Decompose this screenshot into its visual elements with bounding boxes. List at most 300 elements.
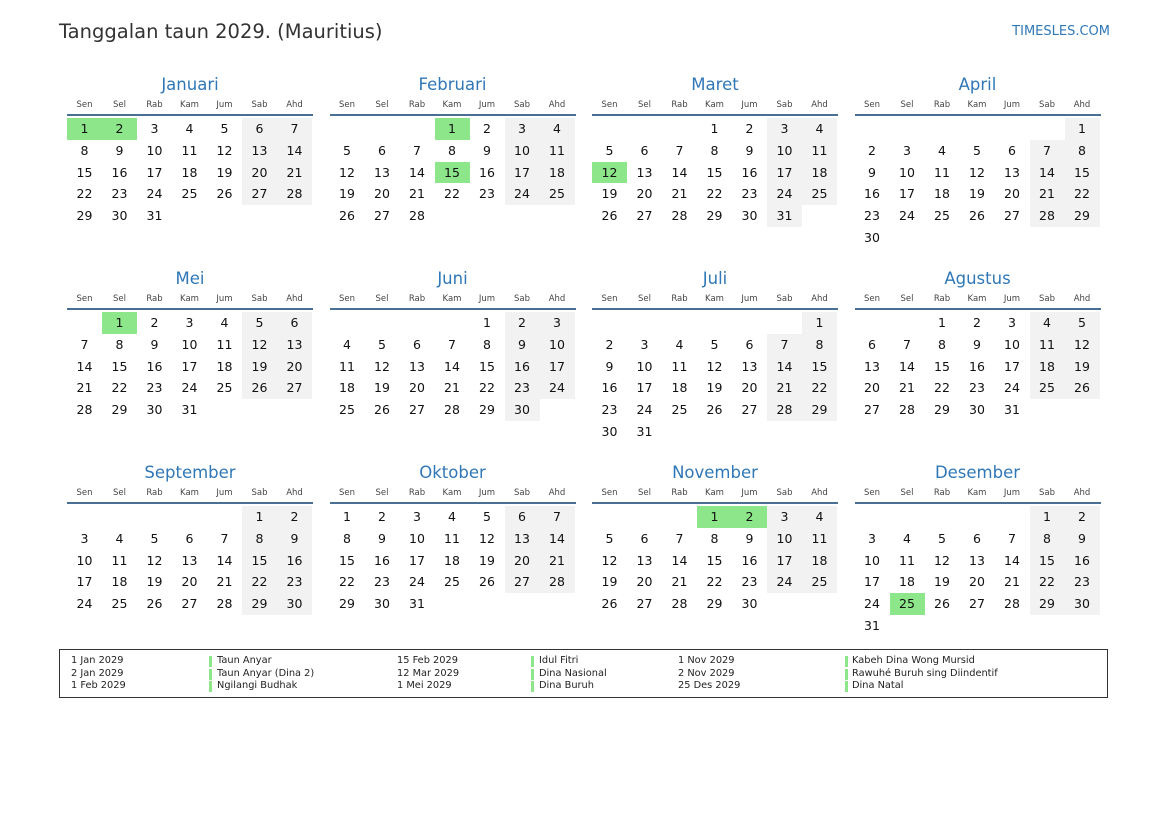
calendar-day: 10 bbox=[767, 528, 802, 550]
calendar-day: 20 bbox=[409, 380, 425, 396]
calendar-day: 22 bbox=[444, 186, 460, 202]
calendar-day: 25 bbox=[802, 183, 837, 205]
calendar-day: 27 bbox=[242, 183, 277, 205]
calendar-day: 5 bbox=[483, 509, 491, 524]
weekday-label: Sel bbox=[375, 294, 389, 304]
calendar-day: 24 bbox=[409, 574, 425, 590]
legend-color-marker bbox=[531, 656, 534, 667]
empty-cell bbox=[67, 506, 102, 528]
calendar-day: 5 bbox=[150, 530, 159, 546]
calendar-day: 12 bbox=[216, 142, 233, 158]
calendar-day: 16 bbox=[374, 552, 390, 568]
calendar-day: 1 bbox=[710, 121, 719, 136]
empty-cell bbox=[1030, 399, 1065, 421]
calendar-day: 19 bbox=[601, 574, 618, 590]
calendar-day: 4 bbox=[540, 118, 575, 140]
weekday-label: Sen bbox=[601, 488, 618, 498]
weekday-header bbox=[67, 96, 313, 116]
holiday-day: 2 bbox=[732, 506, 767, 528]
calendar-day: 31 bbox=[181, 402, 198, 418]
empty-cell bbox=[470, 593, 505, 615]
empty-cell bbox=[767, 593, 802, 615]
holiday-legend bbox=[59, 649, 1108, 698]
calendar-day: 9 bbox=[277, 528, 312, 550]
calendar-day: 21 bbox=[444, 380, 460, 396]
calendar-day: 13 bbox=[741, 358, 758, 374]
calendar-day: 30 bbox=[601, 423, 618, 439]
calendar-day: 27 bbox=[409, 402, 425, 418]
calendar-day: 26 bbox=[146, 596, 163, 612]
weekday-label: Sab bbox=[776, 294, 793, 304]
empty-cell bbox=[925, 506, 960, 528]
legend-date: 2 Jan 2029 bbox=[71, 667, 124, 679]
legend-holiday-name: Kabeh Dina Wong Mursid bbox=[852, 655, 975, 666]
calendar-day: 3 bbox=[903, 142, 911, 158]
calendar-day: 14 bbox=[76, 358, 93, 374]
calendar-day: 8 bbox=[80, 142, 89, 158]
calendar-day: 26 bbox=[601, 208, 618, 224]
empty-cell bbox=[802, 593, 837, 615]
calendar-day: 4 bbox=[343, 336, 351, 352]
empty-cell bbox=[767, 312, 802, 334]
empty-cell bbox=[925, 615, 960, 637]
weekday-label: Ahd bbox=[1073, 100, 1091, 110]
month-november bbox=[592, 462, 838, 637]
calendar-day: 19 bbox=[339, 186, 355, 202]
calendar-day: 16 bbox=[741, 552, 758, 568]
calendar-day: 5 bbox=[343, 142, 351, 158]
calendar-day: 24 bbox=[505, 183, 540, 205]
calendar-day: 23 bbox=[969, 380, 985, 396]
calendar-day: 13 bbox=[969, 552, 985, 568]
empty-cell bbox=[470, 205, 505, 227]
calendar-day: 18 bbox=[899, 574, 915, 590]
brand-link[interactable]: TIMESLES.COM bbox=[1012, 24, 1110, 39]
calendar-day: 30 bbox=[741, 596, 758, 612]
weekday-label: Sel bbox=[113, 294, 126, 304]
weekday-label: Kam bbox=[967, 294, 987, 304]
calendar-day: 3 bbox=[767, 118, 802, 140]
weekday-label: Kam bbox=[705, 100, 724, 110]
calendar-day: 23 bbox=[146, 380, 163, 396]
calendar-day: 21 bbox=[1004, 574, 1020, 590]
calendar-day: 9 bbox=[378, 530, 386, 546]
empty-cell bbox=[172, 205, 207, 227]
calendar-day: 13 bbox=[181, 552, 198, 568]
weekday-label: Kam bbox=[967, 488, 987, 498]
weekday-label: Jum bbox=[478, 100, 496, 110]
empty-cell bbox=[995, 615, 1030, 637]
calendar-day: 24 bbox=[767, 183, 802, 205]
empty-cell bbox=[995, 506, 1030, 528]
calendar-day: 6 bbox=[505, 506, 540, 528]
day-grid bbox=[67, 506, 313, 615]
holiday-day: 1 bbox=[435, 118, 470, 140]
calendar-day: 30 bbox=[1065, 593, 1100, 615]
month-name: Mei bbox=[175, 269, 205, 288]
calendar-day: 26 bbox=[934, 596, 950, 612]
calendar-day: 29 bbox=[1065, 205, 1100, 227]
calendar-day: 29 bbox=[706, 596, 723, 612]
empty-cell bbox=[540, 593, 575, 615]
calendar-day: 17 bbox=[540, 356, 575, 378]
calendar-day: 9 bbox=[605, 358, 614, 374]
weekday-label: Sel bbox=[638, 488, 651, 498]
calendar-day: 30 bbox=[505, 399, 540, 421]
calendar-day: 28 bbox=[540, 571, 575, 593]
calendar-day: 1 bbox=[343, 509, 351, 524]
empty-cell bbox=[855, 312, 890, 334]
calendar-day: 9 bbox=[115, 142, 124, 158]
weekday-label: Jum bbox=[741, 294, 758, 304]
calendar-day: 23 bbox=[374, 574, 390, 590]
weekday-header bbox=[855, 290, 1101, 310]
calendar-day: 19 bbox=[146, 574, 163, 590]
weekday-label: Rab bbox=[408, 294, 426, 304]
calendar-day: 7 bbox=[675, 142, 684, 158]
holiday-day: 15 bbox=[435, 162, 470, 184]
calendar-day: 14 bbox=[409, 164, 425, 180]
calendar-day: 21 bbox=[671, 186, 688, 202]
empty-cell bbox=[102, 506, 137, 528]
weekday-label: Sen bbox=[863, 100, 880, 110]
calendar-day: 7 bbox=[220, 530, 229, 546]
calendar-day: 20 bbox=[969, 574, 985, 590]
calendar-day: 4 bbox=[675, 336, 684, 352]
calendar-day: 8 bbox=[938, 336, 946, 352]
weekday-label: Kam bbox=[967, 100, 987, 110]
calendar-day: 25 bbox=[802, 571, 837, 593]
calendar-day: 7 bbox=[1008, 530, 1016, 546]
weekday-label: Ahd bbox=[548, 294, 566, 304]
calendar-day: 3 bbox=[767, 506, 802, 528]
empty-cell bbox=[925, 227, 960, 249]
calendar-day: 12 bbox=[374, 358, 390, 374]
calendar-day: 23 bbox=[741, 574, 758, 590]
calendar-day: 16 bbox=[505, 356, 540, 378]
calendar-day: 15 bbox=[706, 164, 723, 180]
empty-cell bbox=[995, 118, 1030, 140]
weekday-label: Rab bbox=[933, 294, 951, 304]
calendar-day: 25 bbox=[671, 402, 688, 418]
calendar-day: 23 bbox=[479, 186, 495, 202]
calendar-day: 24 bbox=[1004, 380, 1020, 396]
weekday-header bbox=[592, 96, 838, 116]
calendar-day: 9 bbox=[505, 334, 540, 356]
calendar-day: 6 bbox=[242, 118, 277, 140]
legend-color-marker bbox=[845, 656, 848, 667]
legend-date: 2 Nov 2029 bbox=[678, 667, 735, 679]
calendar-day: 20 bbox=[636, 574, 653, 590]
weekday-label: Ahd bbox=[548, 100, 566, 110]
month-name: Desember bbox=[934, 463, 1021, 482]
weekday-label: Sel bbox=[900, 488, 914, 498]
calendar-day: 20 bbox=[242, 162, 277, 184]
calendar-day: 7 bbox=[675, 530, 684, 546]
calendar-day: 20 bbox=[505, 550, 540, 572]
calendar-day: 4 bbox=[802, 506, 837, 528]
calendar-day: 8 bbox=[242, 528, 277, 550]
calendar-day: 22 bbox=[934, 380, 950, 396]
empty-cell bbox=[540, 399, 575, 421]
legend-date: 1 Feb 2029 bbox=[71, 680, 126, 691]
legend-date: 12 Mar 2029 bbox=[397, 667, 460, 679]
calendar-day: 24 bbox=[899, 208, 915, 224]
calendar-day: 28 bbox=[409, 208, 425, 224]
calendar-day: 27 bbox=[277, 377, 312, 399]
calendar-day: 10 bbox=[409, 530, 425, 546]
calendar-day: 17 bbox=[899, 186, 915, 202]
empty-cell bbox=[505, 593, 540, 615]
calendar-day: 19 bbox=[242, 356, 277, 378]
month-name: April bbox=[958, 75, 997, 94]
calendar-day: 1 bbox=[802, 312, 837, 334]
calendar-day: 19 bbox=[216, 164, 233, 180]
calendar-day: 10 bbox=[146, 142, 163, 158]
calendar-day: 9 bbox=[745, 530, 754, 546]
month-name: Agustus bbox=[944, 269, 1011, 288]
calendar-day: 28 bbox=[1004, 596, 1020, 612]
calendar-day: 21 bbox=[76, 380, 93, 396]
calendar-day: 28 bbox=[899, 402, 915, 418]
weekday-label: Rab bbox=[671, 100, 688, 110]
weekday-label: Sab bbox=[1039, 294, 1055, 304]
empty-cell bbox=[802, 421, 837, 443]
empty-cell bbox=[67, 312, 102, 334]
calendar-day: 10 bbox=[181, 336, 198, 352]
day-grid bbox=[67, 312, 313, 421]
calendar-day: 22 bbox=[242, 571, 277, 593]
calendar-day: 19 bbox=[934, 574, 950, 590]
weekday-label: Sab bbox=[1039, 488, 1055, 498]
calendar-day: 31 bbox=[767, 205, 802, 227]
weekday-label: Kam bbox=[180, 294, 199, 304]
legend-holiday-name: Dina Nasional bbox=[539, 667, 607, 679]
empty-cell bbox=[505, 205, 540, 227]
weekday-label: Sen bbox=[76, 488, 93, 498]
calendar-day: 17 bbox=[864, 574, 880, 590]
calendar-day: 2 bbox=[1065, 506, 1100, 528]
weekday-label: Kam bbox=[705, 488, 724, 498]
weekday-label: Kam bbox=[180, 488, 199, 498]
calendar-day: 30 bbox=[374, 596, 390, 612]
legend-holiday-name: Dina Natal bbox=[852, 680, 904, 691]
calendar-day: 21 bbox=[277, 162, 312, 184]
calendar-day: 10 bbox=[636, 358, 653, 374]
calendar-day: 12 bbox=[146, 552, 163, 568]
empty-cell bbox=[435, 205, 470, 227]
calendar-day: 13 bbox=[277, 334, 312, 356]
calendar-day: 18 bbox=[934, 186, 950, 202]
calendar-day: 2 bbox=[868, 142, 876, 158]
weekday-label: Rab bbox=[933, 100, 951, 110]
empty-cell bbox=[890, 312, 925, 334]
calendar-day: 19 bbox=[706, 380, 723, 396]
empty-cell bbox=[1030, 615, 1065, 637]
calendar-day: 9 bbox=[745, 142, 754, 158]
calendar-day: 16 bbox=[969, 358, 985, 374]
calendar-day: 17 bbox=[146, 164, 163, 180]
weekday-label: Rab bbox=[408, 100, 426, 110]
calendar-day: 10 bbox=[505, 140, 540, 162]
page-title: Tanggalan taun 2029. (Mauritius) bbox=[59, 20, 383, 43]
calendar-day: 29 bbox=[706, 208, 723, 224]
weekday-label: Sen bbox=[76, 100, 93, 110]
weekday-label: Sen bbox=[338, 294, 355, 304]
calendar-day: 15 bbox=[934, 358, 950, 374]
calendar-day: 8 bbox=[115, 336, 124, 352]
calendar-day: 31 bbox=[1004, 402, 1020, 418]
weekday-label: Ahd bbox=[1073, 488, 1091, 498]
empty-cell bbox=[1065, 227, 1100, 249]
calendar-day: 26 bbox=[479, 574, 495, 590]
legend-date: 1 Jan 2029 bbox=[71, 655, 124, 666]
weekday-header bbox=[330, 290, 576, 310]
month-mei bbox=[67, 268, 313, 443]
month-oktober bbox=[330, 462, 576, 637]
calendar-day: 22 bbox=[802, 377, 837, 399]
calendar-day: 16 bbox=[479, 164, 495, 180]
calendar-day: 31 bbox=[636, 423, 653, 439]
calendar-day: 7 bbox=[448, 336, 456, 352]
weekday-label: Ahd bbox=[811, 488, 828, 498]
empty-cell bbox=[732, 312, 767, 334]
calendar-day: 28 bbox=[277, 183, 312, 205]
calendar-day: 18 bbox=[181, 164, 198, 180]
calendar-day: 27 bbox=[741, 402, 758, 418]
calendar-day: 14 bbox=[277, 140, 312, 162]
empty-cell bbox=[627, 118, 662, 140]
calendar-day: 13 bbox=[409, 358, 425, 374]
weekday-label: Jum bbox=[216, 100, 233, 110]
calendar-day: 11 bbox=[899, 552, 915, 568]
calendar-day: 16 bbox=[111, 164, 128, 180]
weekday-label: Jum bbox=[216, 294, 233, 304]
weekday-label: Rab bbox=[146, 294, 163, 304]
weekday-header bbox=[67, 484, 313, 504]
weekday-label: Ahd bbox=[1073, 294, 1091, 304]
weekday-label: Sab bbox=[514, 294, 530, 304]
calendar-day: 20 bbox=[741, 380, 758, 396]
weekday-label: Rab bbox=[146, 488, 163, 498]
calendar-day: 16 bbox=[601, 380, 618, 396]
calendar-day: 4 bbox=[938, 142, 946, 158]
calendar-day: 18 bbox=[802, 550, 837, 572]
empty-cell bbox=[242, 399, 277, 421]
calendar-day: 26 bbox=[601, 596, 618, 612]
weekday-header bbox=[855, 96, 1101, 116]
month-name: September bbox=[144, 463, 236, 482]
legend-holiday-name: Dina Buruh bbox=[539, 680, 594, 691]
calendar-day: 2 bbox=[378, 509, 386, 524]
calendar-day: 11 bbox=[671, 358, 688, 374]
legend-date: 15 Feb 2029 bbox=[397, 655, 458, 666]
calendar-day: 13 bbox=[242, 140, 277, 162]
calendar-day: 18 bbox=[802, 162, 837, 184]
calendar-day: 1 bbox=[1030, 506, 1065, 528]
legend-color-marker bbox=[209, 669, 212, 680]
calendar-day: 15 bbox=[1065, 162, 1100, 184]
holiday-day: 25 bbox=[890, 593, 925, 615]
calendar-day: 24 bbox=[540, 377, 575, 399]
calendar-day: 13 bbox=[1004, 164, 1020, 180]
calendar-day: 17 bbox=[767, 550, 802, 572]
calendar-day: 28 bbox=[671, 596, 688, 612]
weekday-label: Sen bbox=[601, 294, 618, 304]
day-grid bbox=[330, 506, 576, 615]
day-grid bbox=[855, 312, 1101, 421]
calendar-day: 18 bbox=[671, 380, 688, 396]
calendar-day: 29 bbox=[479, 402, 495, 418]
legend-holiday-name: Rawuhé Buruh sing Diindentif bbox=[852, 667, 998, 679]
month-april bbox=[855, 74, 1101, 249]
calendar-day: 10 bbox=[540, 334, 575, 356]
empty-cell bbox=[627, 506, 662, 528]
empty-cell bbox=[662, 421, 697, 443]
calendar-day: 30 bbox=[741, 208, 758, 224]
weekday-label: Rab bbox=[671, 294, 688, 304]
calendar-day: 14 bbox=[444, 358, 460, 374]
month-name: Juni bbox=[437, 269, 468, 288]
calendar-day: 12 bbox=[601, 552, 618, 568]
empty-cell bbox=[1065, 399, 1100, 421]
empty-cell bbox=[662, 506, 697, 528]
calendar-day: 30 bbox=[969, 402, 985, 418]
calendar-day: 15 bbox=[479, 358, 495, 374]
day-grid bbox=[592, 312, 838, 443]
legend-holiday-name: Ngilangi Budhak bbox=[217, 680, 298, 691]
weekday-header bbox=[330, 96, 576, 116]
calendar-day: 19 bbox=[1065, 356, 1100, 378]
calendar-day: 29 bbox=[111, 402, 128, 418]
empty-cell bbox=[330, 118, 365, 140]
weekday-label: Sab bbox=[776, 488, 793, 498]
empty-cell bbox=[242, 205, 277, 227]
calendar-day: 17 bbox=[636, 380, 653, 396]
month-januari bbox=[67, 74, 313, 249]
empty-cell bbox=[995, 227, 1030, 249]
calendar-day: 13 bbox=[636, 164, 653, 180]
calendar-day: 20 bbox=[636, 186, 653, 202]
calendar-day: 25 bbox=[1030, 377, 1065, 399]
holiday-day: 2 bbox=[102, 118, 137, 140]
calendar-day: 11 bbox=[1030, 334, 1065, 356]
calendar-day: 27 bbox=[505, 571, 540, 593]
calendar-day: 27 bbox=[374, 208, 390, 224]
calendar-day: 8 bbox=[710, 142, 719, 158]
day-grid bbox=[67, 118, 313, 227]
calendar-day: 2 bbox=[745, 121, 754, 136]
calendar-day: 23 bbox=[741, 186, 758, 202]
empty-cell bbox=[890, 118, 925, 140]
calendar-day: 7 bbox=[767, 334, 802, 356]
weekday-label: Sel bbox=[638, 294, 651, 304]
calendar-day: 26 bbox=[374, 402, 390, 418]
calendar-months bbox=[67, 74, 1101, 637]
calendar-day: 10 bbox=[767, 140, 802, 162]
calendar-day: 4 bbox=[1030, 312, 1065, 334]
calendar-day: 17 bbox=[181, 358, 198, 374]
calendar-day: 16 bbox=[864, 186, 880, 202]
calendar-day: 23 bbox=[864, 208, 880, 224]
month-juni bbox=[330, 268, 576, 443]
day-grid bbox=[855, 118, 1101, 249]
weekday-label: Ahd bbox=[811, 100, 828, 110]
calendar-day: 3 bbox=[1008, 315, 1016, 330]
calendar-day: 23 bbox=[1065, 571, 1100, 593]
calendar-day: 25 bbox=[540, 183, 575, 205]
calendar-day: 22 bbox=[1030, 571, 1065, 593]
